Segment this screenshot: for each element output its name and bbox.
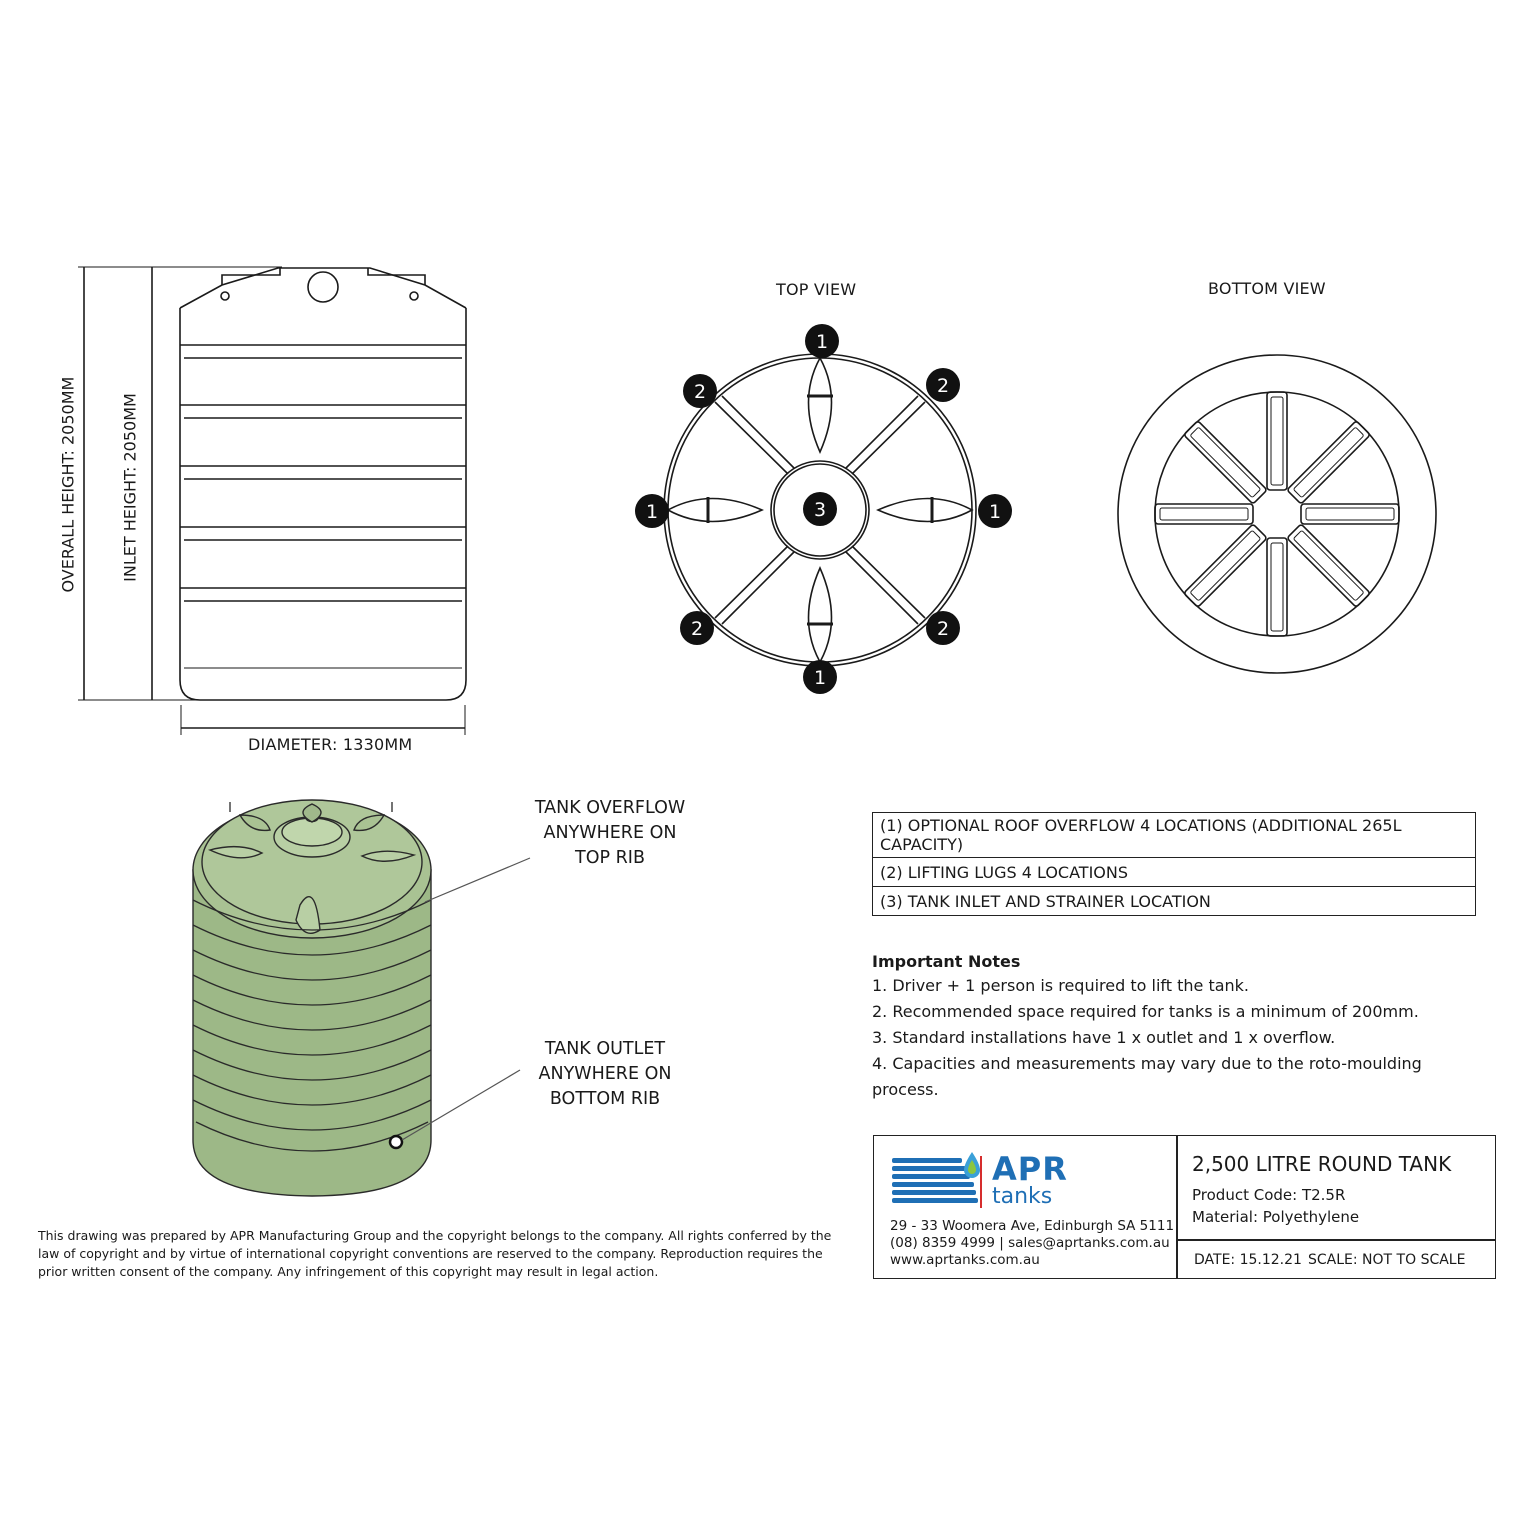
title-block-divider [1176,1136,1178,1278]
overall-height-label: OVERALL HEIGHT: 2050MM [58,376,78,593]
overflow-callout-line-1: TANK OVERFLOW [534,798,686,818]
bottom-view-title: BOTTOM VIEW [1208,279,1326,298]
drawing-date: DATE: 15.12.21 [1194,1252,1302,1268]
outlet-callout [505,1037,705,1112]
marker-3-center-label: 3 [813,499,827,521]
marker-2-br-label: 2 [936,618,950,640]
legend-item-overflow: (1) OPTIONAL ROOF OVERFLOW 4 LOCATIONS (ADDITIONAL 265L CAPACITY) [873,813,1476,858]
company-website: www.aprtanks.com.au [890,1252,1040,1268]
notes-title: Important Notes [872,952,1021,971]
marker-1-top-label: 1 [815,331,829,353]
marker-1-top [805,324,839,358]
company-address: 29 - 33 Woomera Ave, Edinburgh SA 5111 [890,1218,1175,1234]
product-code: Product Code: T2.5R [1192,1186,1346,1204]
drawing-scale: SCALE: NOT TO SCALE [1308,1252,1466,1268]
marker-3-center [803,492,837,526]
marker-1-bottom-label: 1 [813,667,827,689]
note-item: 4. Capacities and measurements may vary due to the roto-moulding process. [872,1054,1422,1099]
bottom-view-drawing [1110,350,1440,680]
side-elevation-drawing [0,0,520,760]
marker-1-right [978,494,1012,528]
title-block [873,1135,1496,1279]
brand-name: APR [992,1150,1068,1188]
legend-row [873,813,1476,858]
inlet-height-label: INLET HEIGHT: 2050MM [120,393,140,582]
company-contact: (08) 8359 4999 | sales@aprtanks.com.au [890,1235,1170,1251]
copyright-line: law of copyright and by virtue of international copyright conventions are reserved to the company. Reproduction requires the [38,1246,823,1261]
marker-2-tr-label: 2 [936,375,950,397]
marker-1-left [635,494,669,528]
marker-1-bottom [803,660,837,694]
diameter-label: DIAMETER: 1330MM [248,735,413,754]
legend-row [873,858,1476,887]
copyright-line: prior written consent of the company. Any infringement of this copyright may result in legal action. [38,1264,659,1279]
note-item: 3. Standard installations have 1 x outlet and 1 x overflow. [872,1028,1336,1047]
top-view-drawing [620,320,1020,700]
legend-item-lugs: (2) LIFTING LUGS 4 LOCATIONS [873,858,1476,887]
title-block-hline [1178,1239,1495,1241]
top-view-title: TOP VIEW [776,280,857,299]
marker-2-tl-label: 2 [693,381,707,403]
outlet-callout-line-2: ANYWHERE ON [538,1064,672,1084]
product-title: 2,500 LITRE ROUND TANK [1192,1152,1452,1176]
product-material: Material: Polyethylene [1192,1208,1360,1226]
outlet-callout-line-1: TANK OUTLET [544,1039,666,1059]
marker-2-br [926,611,960,645]
overflow-callout-line-2: ANYWHERE ON [543,823,677,843]
apr-logo-icon [890,1150,990,1210]
marker-2-bl [680,611,714,645]
note-item: 2. Recommended space required for tanks is a minimum of 200mm. [872,1002,1419,1021]
marker-1-right-label: 1 [988,501,1002,523]
copyright-line: This drawing was prepared by APR Manufacturing Group and the copyright belongs to the company. All rights conferred by the [38,1228,832,1243]
important-notes [872,952,1492,1103]
note-item: 1. Driver + 1 person is required to lift the tank. [872,976,1250,995]
overflow-callout-line-3: TOP RIB [575,848,645,868]
marker-2-tl [683,374,717,408]
marker-2-bl-label: 2 [690,618,704,640]
brand-sub: tanks [992,1184,1053,1209]
overflow-callout [510,796,710,871]
legend-item-inlet: (3) TANK INLET AND STRAINER LOCATION [873,887,1476,916]
marker-2-tr [926,368,960,402]
outlet-callout-line-3: BOTTOM RIB [549,1089,661,1109]
logo-divider [980,1156,982,1208]
copyright-notice [38,1227,838,1281]
marker-1-left-label: 1 [645,501,659,523]
legend-row [873,887,1476,916]
legend-table [872,812,1476,916]
